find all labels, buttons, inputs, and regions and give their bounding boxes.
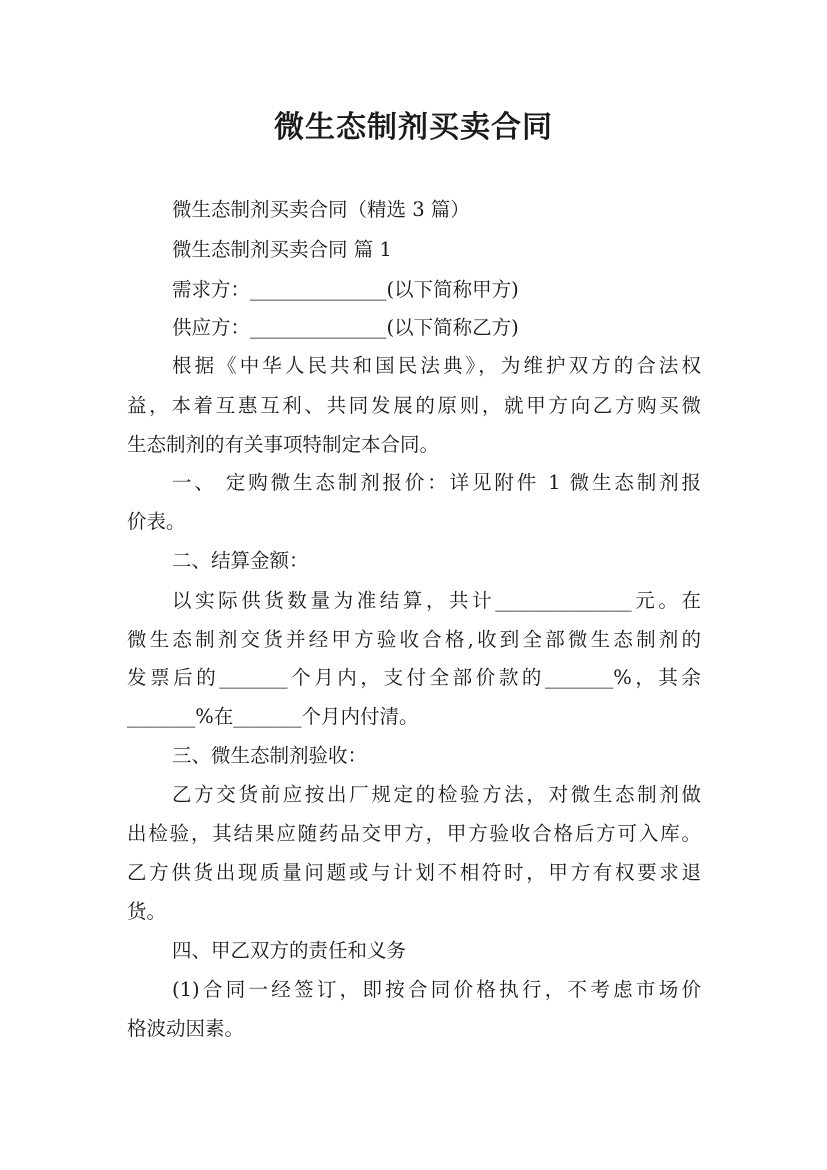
document-title: 微生态制剂买卖合同 xyxy=(274,110,553,145)
clause-heading-line: 三、微生态制剂验收： xyxy=(172,744,368,767)
paragraph-line: 货。 xyxy=(127,900,167,923)
clause-heading-line: 二、结算金额： xyxy=(172,549,309,572)
paragraph-line: 微生态制剂交货并经甲方验收合格,收到全部微生态制剂的 xyxy=(127,628,701,651)
supplier-line: 供应方：______________(以下简称乙方) xyxy=(172,316,519,339)
buyer-line: 需求方：______________(以下简称甲方) xyxy=(172,278,519,301)
paragraph-line: (1)合同一经签订，即按合同价格执行，不考虑市场价 xyxy=(172,978,701,1001)
paragraph-line: 出检验，其结果应随药品交甲方，甲方验收合格后方可入库。 xyxy=(127,822,701,845)
paragraph-line: 格波动因素。 xyxy=(127,1017,245,1040)
paragraph-line: 乙方供货出现质量问题或与计划不相符时，甲方有权要求退 xyxy=(127,861,701,884)
paragraph-line: 价表。 xyxy=(127,510,186,533)
clause-heading-line: 四、甲乙双方的责任和义务 xyxy=(172,939,407,962)
paragraph-line: 发票后的_______个月内，支付全部价款的_______%，其余 xyxy=(127,666,701,689)
paragraph-line: 益，本着互惠互利、共同发展的原则，就甲方向乙方购买微 xyxy=(127,394,701,417)
section-heading-line: 微生态制剂买卖合同 篇 1 xyxy=(172,238,392,261)
paragraph-line: _______%在_______个月内付清。 xyxy=(127,705,419,728)
paragraph-line: 生态制剂的有关事项特制定本合同。 xyxy=(127,433,440,456)
paragraph-line: 乙方交货前应按出厂规定的检验方法，对微生态制剂做 xyxy=(172,783,701,806)
paragraph-line: 以实际供货数量为准结算，共计______________元。在 xyxy=(172,589,701,612)
paragraph-line: 根据《中华人民共和国民法典》，为维护双方的合法权 xyxy=(172,354,701,377)
subtitle-line: 微生态制剂买卖合同（精选 3 篇） xyxy=(172,198,470,221)
clause-heading-line: 一、 定购微生态制剂报价：详见附件 1 微生态制剂报 xyxy=(172,471,701,494)
